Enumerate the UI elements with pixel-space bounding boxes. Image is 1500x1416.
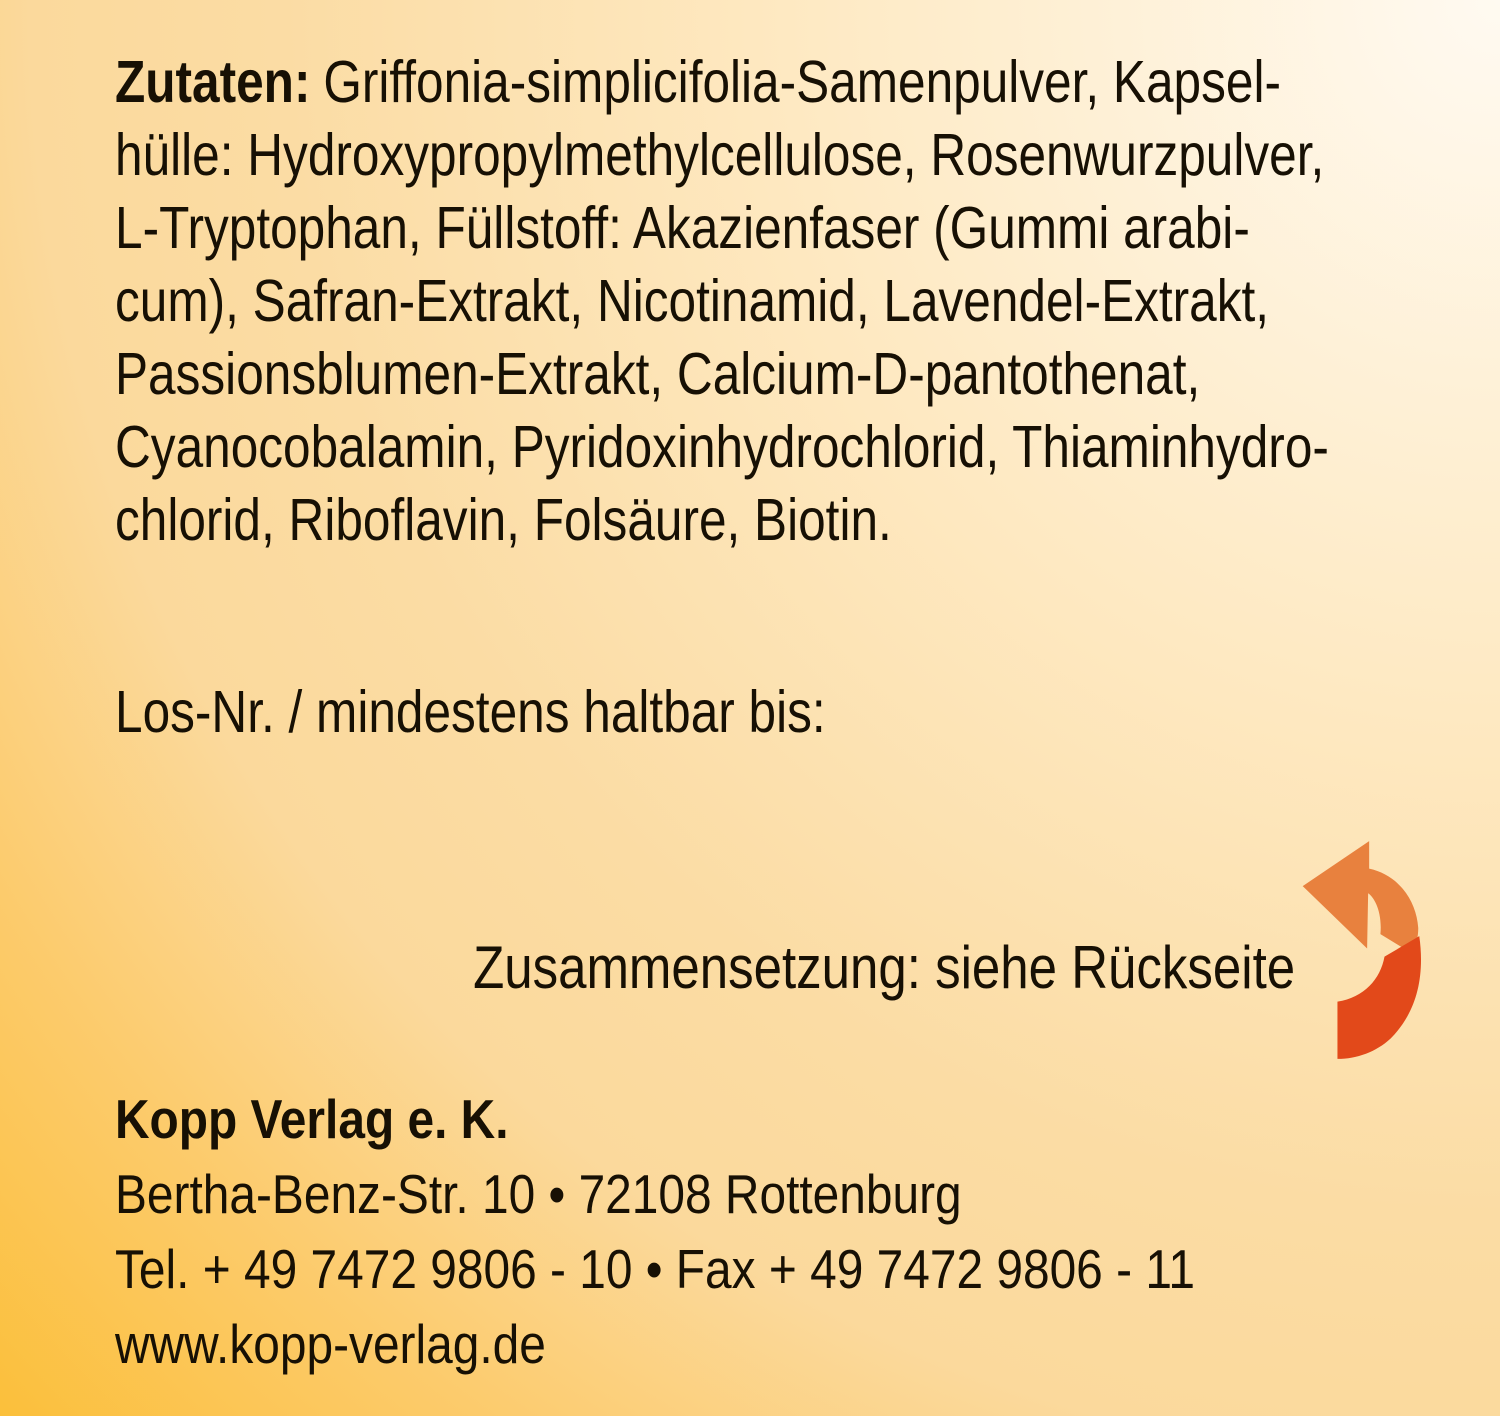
ingredients-text: Griffonia-simplicifolia-Samenpulver, Kapsel- — [323, 49, 1281, 115]
ingredients-heading: Zutaten: — [115, 49, 311, 115]
publisher-address: Bertha-Benz-Str. 10 • 72108 Rottenburg — [115, 1163, 962, 1225]
lot-number-best-before-line: Los-Nr. / mindestens haltbar bis: — [115, 679, 826, 745]
ingredients-line: cum), Safran-Extrakt, Nicotinamid, Lavendel-Extrakt, — [115, 268, 1270, 334]
ingredients-line: Cyanocobalamin, Pyridoxinhydrochlorid, Thiaminhydro- — [115, 414, 1329, 480]
ingredients-line: hülle: Hydroxypropylmethylcellulose, Rosenwurzpulver, — [115, 122, 1325, 188]
publisher-phone-fax: Tel. + 49 7472 9806 - 10 • Fax + 49 7472 9806 - 11 — [115, 1238, 1195, 1300]
ingredients-line: chlorid, Riboflavin, Folsäure, Biotin. — [115, 487, 892, 553]
flip-to-back-arrow-icon — [1300, 838, 1424, 1063]
publisher-website: www.kopp-verlag.de — [115, 1313, 546, 1375]
ingredients-line: Passionsblumen-Extrakt, Calcium-D-pantothenat, — [115, 341, 1201, 407]
composition-see-back-note: Zusammensetzung: siehe Rückseite — [472, 934, 1295, 1001]
ingredients-paragraph — [115, 46, 1329, 557]
ingredients-line: L-Tryptophan, Füllstoff: Akazienfaser (Gummi arabi- — [115, 195, 1250, 261]
ingredients-line — [115, 46, 1329, 119]
publisher-name: Kopp Verlag e. K. — [115, 1088, 509, 1150]
publisher-block — [115, 1082, 1195, 1382]
